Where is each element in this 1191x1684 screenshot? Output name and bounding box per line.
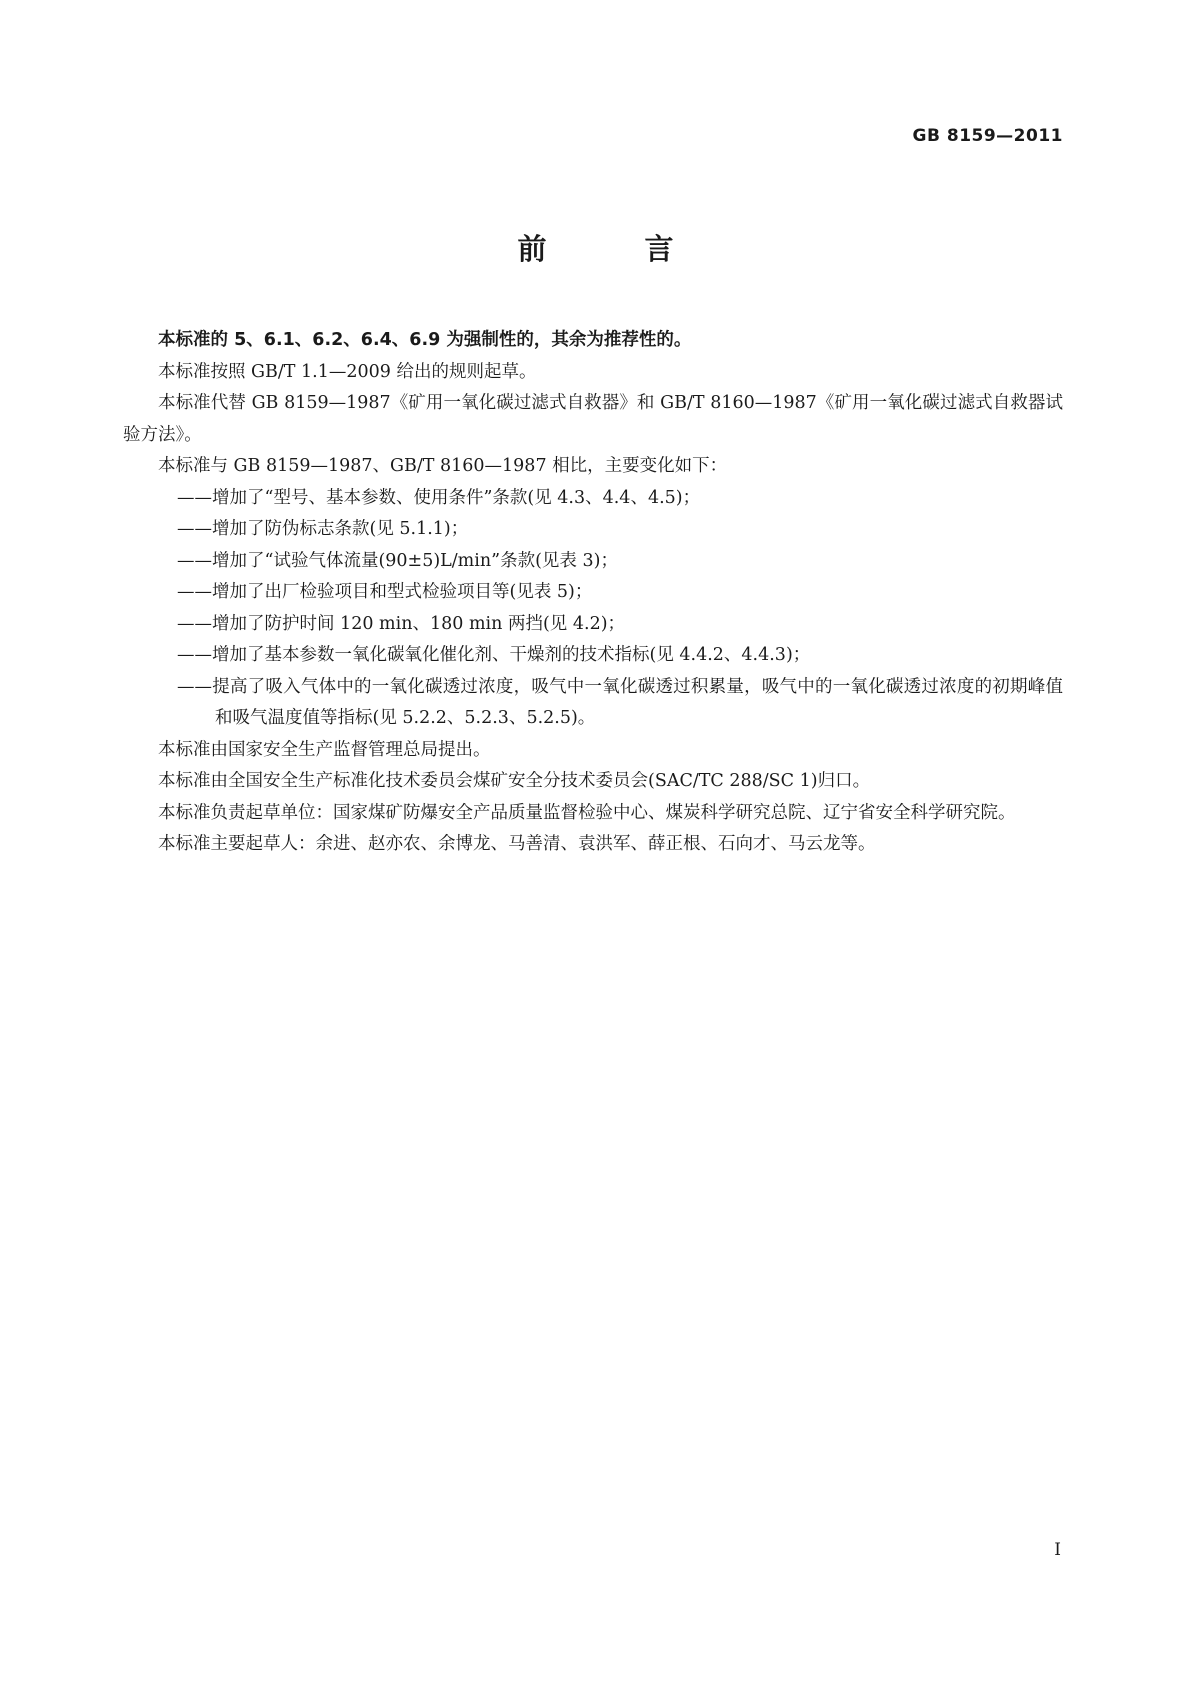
change-item: ——增加了出厂检验项目和型式检验项目等(见表 5)；	[177, 582, 593, 602]
change-item: ——增加了基本参数一氧化碳氧化催化剂、干燥剂的技术指标(见 4.4.2、4.4.3)；	[177, 645, 811, 665]
change-item: ——增加了防伪标志条款(见 5.1.1)；	[177, 519, 469, 539]
replacement-paragraph: 本标准代替 GB 8159—1987《矿用一氧化碳过滤式自救器》和 GB/T 8160—1987《矿用一氧化碳过滤式自救器试验方法》。	[123, 393, 1063, 445]
change-item: ——增加了防护时间 120 min、180 min 两挡(见 4.2)；	[177, 613, 626, 634]
change-item: ——增加了“试验气体流量(90±5)L/min”条款(见表 3)；	[177, 550, 618, 571]
technical-committee-paragraph: 本标准由全国安全生产标准化技术委员会煤矿安全分技术委员会(SAC/TC 288/SC 1)归口。	[158, 771, 871, 791]
change-item: ——提高了吸入气体中的一氧化碳透过浓度，吸气中一氧化碳透过积累量，吸气中的一氧化碳透过浓度的初期峰值和吸气温度值等指标(见 5.2.2、5.2.3、5.2.5)。	[177, 676, 1063, 728]
change-item: ——增加了“型号、基本参数、使用条件”条款(见 4.3、4.4、4.5)；	[177, 487, 701, 508]
standard-code: GB 8159—2011	[912, 126, 1063, 146]
drafters-paragraph: 本标准主要起草人：余进、赵亦农、余博龙、马善清、袁洪军、薛正根、石向才、马云龙等。	[158, 834, 876, 854]
drafting-units-paragraph: 本标准负责起草单位：国家煤矿防爆安全产品质量监督检验中心、煤炭科学研究总院、辽宁省安全科学研究院。	[158, 802, 1016, 823]
mandatory-clauses-statement: 本标准的 5、6.1、6.2、6.4、6.9 为强制性的，其余为推荐性的。	[158, 330, 692, 350]
foreword-body	[123, 325, 1063, 861]
proposer-paragraph: 本标准由国家安全生产监督管理总局提出。	[158, 739, 491, 760]
drafting-rules-paragraph: 本标准按照 GB/T 1.1—2009 给出的规则起草。	[158, 361, 537, 382]
changes-intro-paragraph: 本标准与 GB 8159—1987、GB/T 8160—1987 相比，主要变化如下：	[158, 456, 728, 476]
page-number: I	[1054, 1540, 1061, 1560]
page-title: 前 言	[517, 232, 718, 266]
